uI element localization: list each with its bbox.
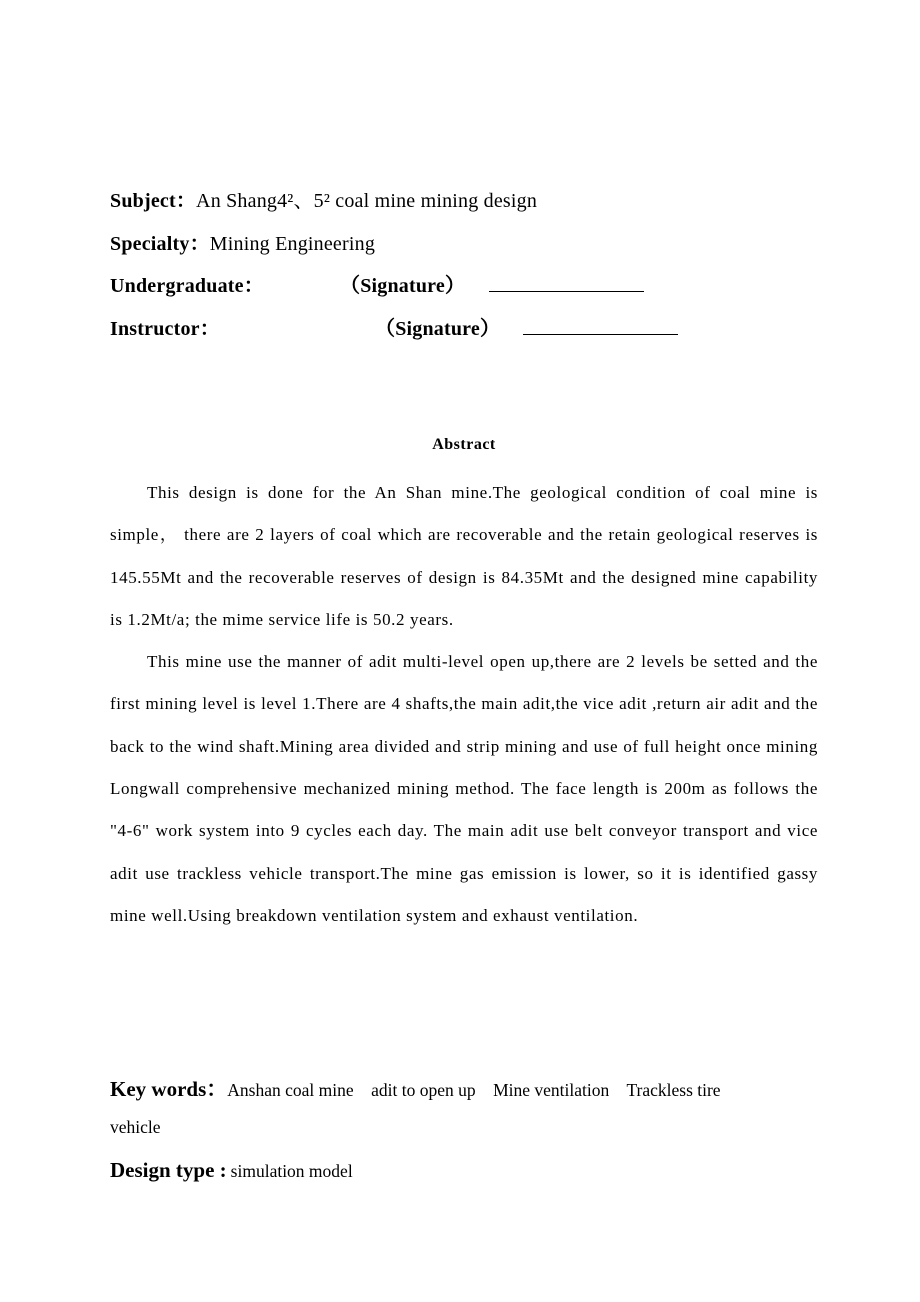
abstract-paragraph-2: This mine use the manner of adit multi-level open up,there are 2 levels be setted and the first mining level is level 1.There are 4 shafts,the main adit,the vice adit ,return air adit and the back to the wind shaft.Mining area divided and strip mining and use of full height once mining Longwall comprehensive mechanized mining method. The face length is 200m as follows the "4-6" work system into 9 cycles each day. The main adit use belt conveyor transport and vice adit use trackless vehicle transport.The mine gas emission is lower, so it is identified gassy mine well.Using breakdown ventilation system and exhaust ventilation. [110,652,818,925]
design-type-label: Design type : [110,1158,227,1182]
specialty-label: Specialty： [110,233,210,255]
undergraduate-signature-label: （Signature） [340,275,466,297]
keywords-label: Key words： [110,1077,228,1101]
design-type-line [110,1158,353,1183]
subject-line [110,184,537,213]
specialty-line [110,227,375,256]
keywords-line [110,1073,721,1103]
abstract-body [110,472,818,937]
abstract-title: Abstract [432,436,496,453]
undergraduate-line [110,269,264,298]
undergraduate-signature-line [489,291,644,292]
instructor-signature-label: （Signature） [375,318,501,340]
instructor-label: Instructor： [110,318,220,340]
specialty-value: Mining Engineering [209,233,376,255]
design-type-value: simulation model [230,1161,353,1181]
keywords-continuation: vehicle [110,1117,161,1137]
subject-label: Subject： [110,190,197,212]
instructor-line [110,312,220,341]
undergraduate-label: Undergraduate： [110,275,264,297]
keywords-value: Anshan coal mine adit to open up Mine ventilation Trackless tire [227,1080,721,1100]
abstract-paragraph-1: This design is done for the An Shan mine.The geological condition of coal mine is simple， there are 2 layers of coal which are recoverable and the retain geological reserves is 145.55Mt and the recoverable reserves of design is 84.35Mt and the designed mine capability is 1.2Mt/a; the mime service life is 50.2 years. [110,483,818,629]
instructor-signature-line [523,334,678,335]
subject-value: An Shang4²、5² coal mine mining design [196,190,538,212]
